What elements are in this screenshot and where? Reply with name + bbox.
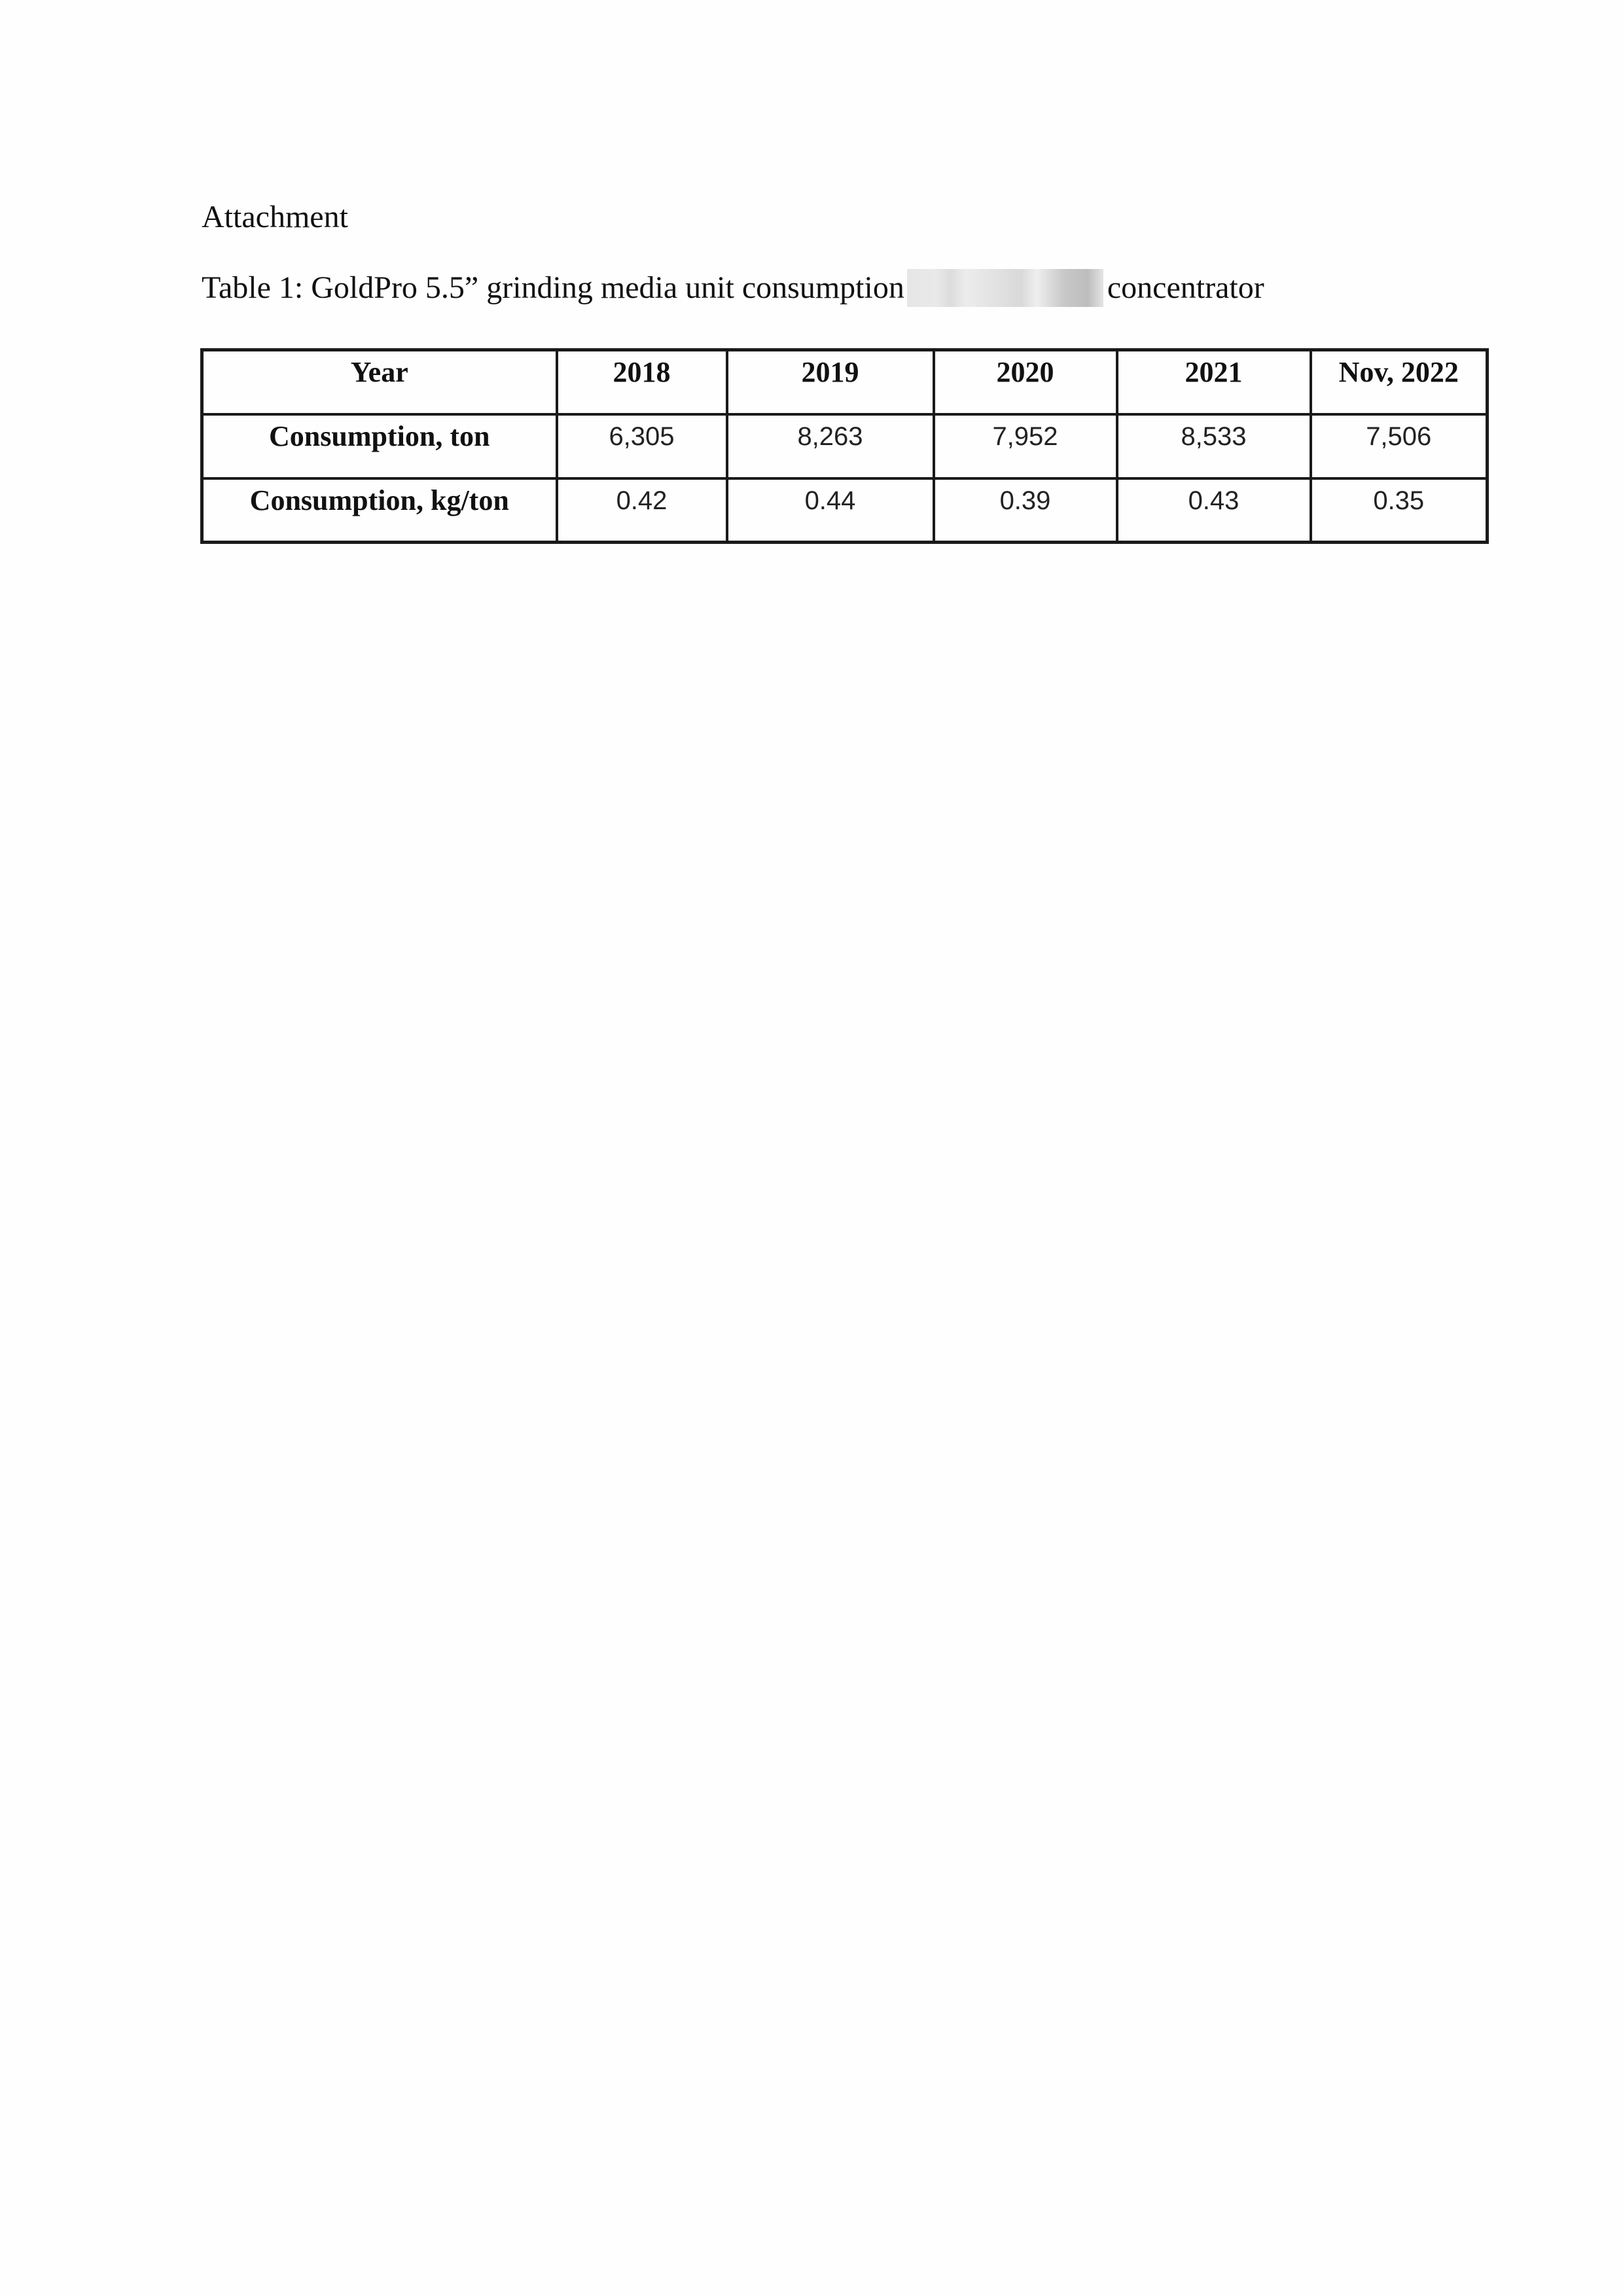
header-cell: 2018 <box>557 350 727 414</box>
row-label: Consumption, ton <box>202 414 557 478</box>
table-cell: 0.35 <box>1311 478 1488 543</box>
table-cell: 0.43 <box>1117 478 1311 543</box>
redacted-text-block <box>907 269 1103 307</box>
table-cell: 0.39 <box>934 478 1117 543</box>
header-cell: 2021 <box>1117 350 1311 414</box>
caption-text-end: concentrator <box>1107 270 1264 305</box>
table-cell: 8,263 <box>727 414 934 478</box>
table-caption <box>202 267 1264 309</box>
table-cell: 8,533 <box>1117 414 1311 478</box>
table-cell: 0.44 <box>727 478 934 543</box>
table-row <box>202 478 1488 543</box>
table-cell: 7,952 <box>934 414 1117 478</box>
table-cell: 0.42 <box>557 478 727 543</box>
row-label: Consumption, kg/ton <box>202 478 557 543</box>
caption-text: Table 1: GoldPro 5.5” grinding media unit consumption <box>202 270 904 305</box>
table-cell: 7,506 <box>1311 414 1488 478</box>
header-cell: 2020 <box>934 350 1117 414</box>
header-cell: 2019 <box>727 350 934 414</box>
consumption-table <box>200 348 1489 544</box>
header-cell: Nov, 2022 <box>1311 350 1488 414</box>
table-row <box>202 414 1488 478</box>
header-cell-year: Year <box>202 350 557 414</box>
table-cell: 6,305 <box>557 414 727 478</box>
table-header-row <box>202 350 1488 414</box>
attachment-heading: Attachment <box>202 200 348 234</box>
